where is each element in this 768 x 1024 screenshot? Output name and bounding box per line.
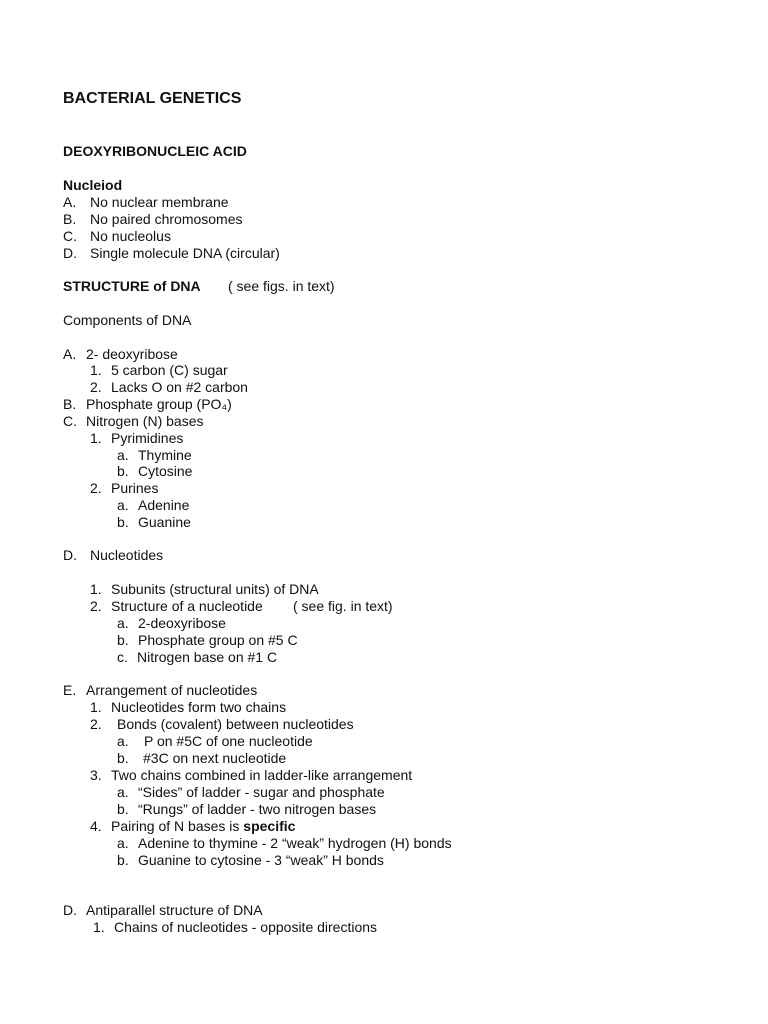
list-marker: 2. xyxy=(90,598,102,614)
list-item: Nitrogen (N) bases xyxy=(86,413,204,429)
list-item: #3C on next nucleotide xyxy=(143,750,287,766)
list-marker: c. xyxy=(117,649,128,665)
list-marker: a. xyxy=(117,835,129,851)
list-item: Nitrogen base on #1 C xyxy=(137,649,278,665)
list-item: Phosphate group on #5 C xyxy=(138,632,298,648)
list-marker: b. xyxy=(117,632,129,648)
list-marker: b. xyxy=(117,801,129,817)
list-item: Bonds (covalent) between nucleotides xyxy=(117,716,354,732)
list-item: 2-deoxyribose xyxy=(138,615,226,631)
nucleoid-heading: Nucleiod xyxy=(63,177,123,193)
list-marker: a. xyxy=(117,733,129,749)
section-heading: DEOXYRIBONUCLEIC ACID xyxy=(63,143,247,159)
list-marker: b. xyxy=(117,514,129,530)
list-item: No paired chromosomes xyxy=(90,211,243,227)
emphasis-text: specific xyxy=(243,818,296,834)
list-marker: b. xyxy=(117,750,129,766)
structure-heading: STRUCTURE of DNA xyxy=(63,278,201,294)
list-item: Chains of nucleotides - opposite directions xyxy=(114,919,378,935)
list-marker: D. xyxy=(63,902,77,918)
list-item: 2- deoxyribose xyxy=(86,346,178,362)
list-marker: b. xyxy=(117,852,129,868)
list-marker: b. xyxy=(117,463,129,479)
list-item: Thymine xyxy=(138,447,192,463)
list-item: No nuclear membrane xyxy=(90,194,229,210)
list-item: Structure of a nucleotide xyxy=(111,598,263,614)
list-marker: a. xyxy=(117,784,129,800)
list-marker: 1. xyxy=(90,430,102,446)
list-item xyxy=(111,818,295,835)
list-item: “Sides” of ladder - sugar and phosphate xyxy=(138,784,385,800)
list-marker: D. xyxy=(63,245,77,261)
list-marker: 1. xyxy=(93,919,105,935)
list-marker: 1. xyxy=(90,581,102,597)
list-item: Guanine xyxy=(138,514,191,530)
list-item: Lacks O on #2 carbon xyxy=(111,379,248,395)
list-marker: 1. xyxy=(90,362,102,378)
list-item: 5 carbon (C) sugar xyxy=(111,362,228,378)
components-label: Components of DNA xyxy=(63,312,192,328)
list-marker: B. xyxy=(63,396,77,412)
list-marker: E. xyxy=(63,682,77,698)
list-marker: a. xyxy=(117,497,129,513)
list-item: Phosphate group (PO₄) xyxy=(86,396,232,412)
list-item: Nucleotides form two chains xyxy=(111,699,287,715)
structure-note: ( see figs. in text) xyxy=(228,278,335,294)
list-item: “Rungs” of ladder - two nitrogen bases xyxy=(138,801,377,817)
page-title: BACTERIAL GENETICS xyxy=(63,90,242,107)
list-marker: C. xyxy=(63,228,77,244)
list-item: Adenine xyxy=(138,497,190,513)
list-marker: 4. xyxy=(90,818,102,834)
list-item: Nucleotides xyxy=(90,547,164,563)
list-item: No nucleolus xyxy=(90,228,171,244)
list-item: Pyrimidines xyxy=(111,430,184,446)
list-item: Cytosine xyxy=(138,463,193,479)
list-marker: a. xyxy=(117,447,129,463)
list-marker: 1. xyxy=(90,699,102,715)
list-item: Purines xyxy=(111,480,159,496)
list-item: Single molecule DNA (circular) xyxy=(90,245,280,261)
list-marker: 2. xyxy=(90,716,102,732)
list-marker: a. xyxy=(117,615,129,631)
list-item: Subunits (structural units) of DNA xyxy=(111,581,319,597)
list-marker: B. xyxy=(63,211,77,227)
list-item-text: Pairing of N bases is xyxy=(111,818,240,834)
list-item: Antiparallel structure of DNA xyxy=(86,902,263,918)
list-marker: A. xyxy=(63,194,77,210)
list-marker: 2. xyxy=(90,480,102,496)
list-marker: 2. xyxy=(90,379,102,395)
list-marker: A. xyxy=(63,346,77,362)
figure-note: ( see fig. in text) xyxy=(293,598,393,614)
list-marker: D. xyxy=(63,547,77,563)
list-marker: 3. xyxy=(90,767,102,783)
list-item: P on #5C of one nucleotide xyxy=(144,733,313,749)
list-item: Guanine to cytosine - 3 “weak” H bonds xyxy=(138,852,384,868)
list-marker: C. xyxy=(63,413,77,429)
list-item: Arrangement of nucleotides xyxy=(86,682,258,698)
list-item: Two chains combined in ladder-like arrangement xyxy=(111,767,413,783)
list-item: Adenine to thymine - 2 “weak” hydrogen (H) bonds xyxy=(138,835,452,851)
